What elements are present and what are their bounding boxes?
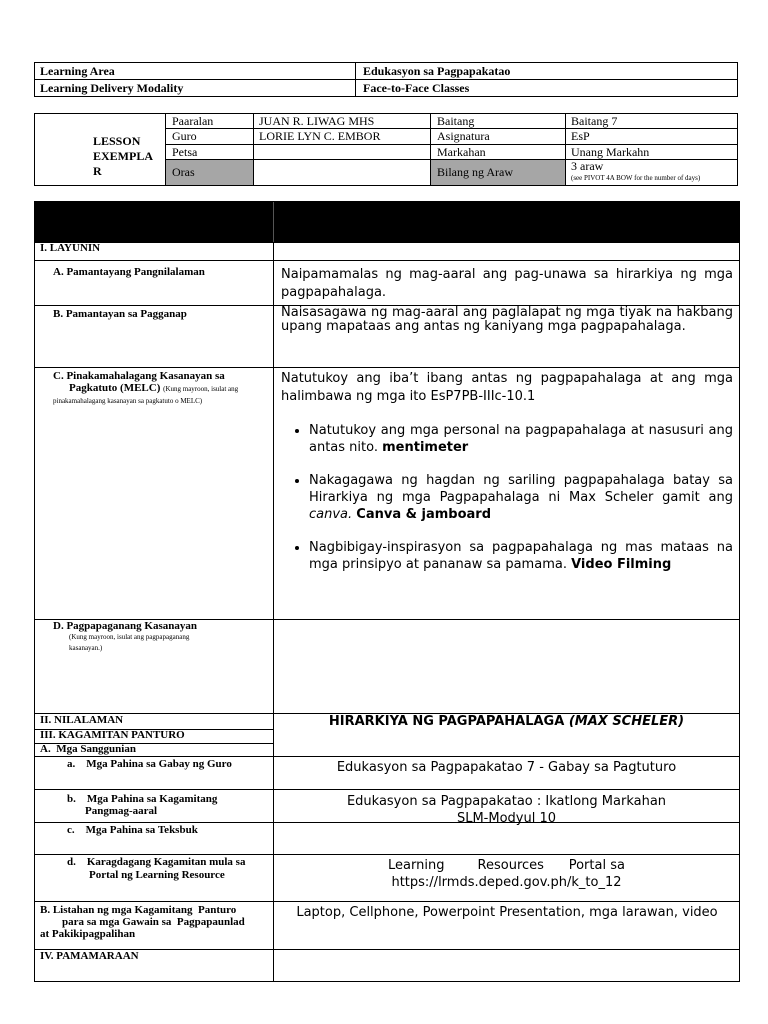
petsa-label: Petsa bbox=[172, 145, 198, 159]
bullet-text: Natutukoy ang mga personal na pagpapahalaga at nasusuri ang antas nito. bbox=[309, 423, 733, 455]
main-header-bar bbox=[35, 202, 739, 242]
baitang-value: Baitang 7 bbox=[571, 114, 618, 128]
pamantayang-pangnilalaman-label: A. Pamantayang Pangnilalaman bbox=[53, 266, 205, 278]
melc-label-line2: Pagkatuto (MELC) bbox=[69, 382, 161, 394]
karagdagang-label-1: d. Karagdagang Kagamitan mula sa bbox=[67, 856, 246, 868]
guro-value: LORIE LYN C. EMBOR bbox=[259, 129, 381, 143]
pamantayan-sa-pagganap-label: B. Pamantayan sa Pagganap bbox=[53, 308, 187, 320]
exemplar-table bbox=[34, 113, 738, 186]
list-item bbox=[309, 539, 733, 573]
teksbuk-label: c. Mga Pahina sa Teksbuk bbox=[67, 824, 198, 836]
list-item bbox=[309, 472, 733, 523]
nilalaman-italic: (MAX SCHELER) bbox=[568, 714, 685, 729]
listahan-label-2: para sa mga Gawain sa Pagpapaunlad bbox=[62, 916, 245, 928]
kagamitan-panturo-label: III. KAGAMITAN PANTURO bbox=[40, 729, 185, 741]
melc-label bbox=[53, 370, 268, 407]
melc-label-line2-wrap bbox=[53, 382, 268, 395]
melc-bullet-list bbox=[281, 422, 733, 573]
paaralan-label: Paaralan bbox=[172, 114, 214, 128]
main-header-divider bbox=[273, 202, 274, 242]
asignatura-value: EsP bbox=[571, 129, 590, 143]
d-label: D. Pagpapaganang Kasanayan bbox=[53, 620, 197, 632]
learning-area-label: Learning Area bbox=[40, 64, 115, 78]
baitang-label: Baitang bbox=[437, 114, 475, 128]
kagamitang-value bbox=[274, 793, 739, 827]
melc-bullets bbox=[281, 422, 733, 589]
gabay-label: a. Mga Pahina sa Gabay ng Guro bbox=[67, 758, 232, 770]
d-note-1: (Kung mayroon, isulat ang pagpapaganang bbox=[69, 633, 190, 641]
exemplar-title-line: EXEMPLA bbox=[93, 149, 153, 163]
karagdagang-value bbox=[274, 857, 739, 891]
layunin-heading: I. LAYUNIN bbox=[40, 242, 101, 254]
melc-label-line1: C. Pinakamahalagang Kasanayan sa bbox=[53, 370, 225, 382]
karagdagang-label bbox=[67, 856, 245, 882]
kagamitang-label bbox=[67, 793, 217, 817]
karagdagang-label-2: Portal ng Learning Resource bbox=[89, 869, 225, 881]
pamantayan-sa-pagganap-value: Naisasagawa ng mag-aaral ang paglalapat ng mga tiyak na hakbang upang mapataas ang antas ng kaniyang mga pagpapahalaga. bbox=[281, 305, 733, 334]
melc-value: Natutukoy ang iba’t ibang antas ng pagpapahalaga at ang mga halimbawa ng mga ito EsP7PB-IIIc-10.1 bbox=[281, 371, 733, 404]
bilang-ng-araw-label: Bilang ng Araw bbox=[437, 165, 513, 179]
modality-value: Face-to-Face Classes bbox=[363, 81, 470, 95]
d-note-2: kasanayan.) bbox=[69, 644, 103, 652]
bullet-tool: mentimeter bbox=[382, 440, 469, 455]
markahan-label: Markahan bbox=[437, 145, 486, 159]
bullet-tool: Video Filming bbox=[571, 557, 672, 572]
asignatura-label: Asignatura bbox=[437, 129, 490, 143]
nilalaman-title: HIRARKIYA NG PAGPAPAHALAGA bbox=[328, 714, 565, 729]
bullet-italic: canva. bbox=[309, 507, 353, 522]
nilalaman-label: II. NILALAMAN bbox=[40, 714, 124, 726]
exemplar-title-line: R bbox=[93, 164, 102, 178]
listahan-label bbox=[40, 904, 245, 940]
bullet-tool: Canva & jamboard bbox=[356, 507, 492, 522]
lesson-exemplar-title bbox=[93, 134, 153, 179]
kagamitang-value-1: Edukasyon sa Pagpapakatao : Ikatlong Markahan bbox=[346, 794, 667, 809]
resources-portal-link[interactable]: https://lrmds.deped.gov.ph/k_to_12 bbox=[391, 875, 622, 890]
guro-label: Guro bbox=[172, 129, 197, 143]
bilang-ng-araw-note: (see PIVOT 4A BOW for the number of days) bbox=[571, 174, 701, 182]
listahan-label-1: B. Listahan ng mga Kagamitang Panturo bbox=[40, 904, 237, 916]
oras-label: Oras bbox=[172, 165, 195, 179]
karagdagang-value-1: Learning Resources Portal sa bbox=[388, 858, 625, 873]
pagpapaganang-kasanayan-label bbox=[53, 621, 197, 654]
sanggunian-label: A. Mga Sanggunian bbox=[40, 743, 136, 755]
kagamitang-label-1: b. Mga Pahina sa Kagamitang bbox=[67, 793, 218, 805]
pamantayang-pangnilalaman-value: Naipamamalas ng mag-aaral ang pag-unawa sa hirarkiya ng mga pagpapahalaga. bbox=[281, 267, 733, 300]
melc-note-2: pinakamahalagang kasanayan sa pagkatuto o MELC) bbox=[53, 397, 203, 405]
gabay-value: Edukasyon sa Pagpapakatao 7 - Gabay sa Pagtuturo bbox=[336, 760, 677, 775]
markahan-value: Unang Markahn bbox=[571, 145, 650, 159]
nilalaman-value bbox=[274, 714, 739, 729]
list-item bbox=[309, 422, 733, 456]
listahan-value: Laptop, Cellphone, Powerpoint Presentation, mga larawan, video bbox=[296, 905, 718, 920]
modality-label: Learning Delivery Modality bbox=[40, 81, 184, 95]
melc-note-1: (Kung mayroon, isulat ang bbox=[163, 385, 239, 393]
kagamitang-value-2: SLM-Modyul 10 bbox=[456, 811, 557, 826]
listahan-label-3: at Pakikipagpalihan bbox=[40, 928, 136, 940]
kagamitang-label-2: Pangmag-aaral bbox=[85, 805, 158, 817]
bullet-text: Nakagagawa ng hagdan ng sariling pagpapahalaga batay sa Hirarkiya ng mga Pagpapahalaga ni Max Scheler gamit ang bbox=[309, 473, 733, 505]
main-table bbox=[34, 201, 740, 982]
header-table bbox=[34, 62, 738, 97]
bilang-ng-araw-value: 3 araw bbox=[571, 159, 604, 173]
bullet-text: Nagbibigay-inspirasyon sa pagpapahalaga ng mas mataas na mga prinsipyo at pananaw sa pamama. bbox=[309, 540, 733, 572]
paaralan-value: JUAN R. LIWAG MHS bbox=[259, 114, 375, 128]
pamamaraan-label: IV. PAMAMARAAN bbox=[40, 950, 139, 962]
learning-area-value: Edukasyon sa Pagpapakatao bbox=[363, 64, 511, 78]
exemplar-title-line: LESSON bbox=[93, 134, 141, 148]
